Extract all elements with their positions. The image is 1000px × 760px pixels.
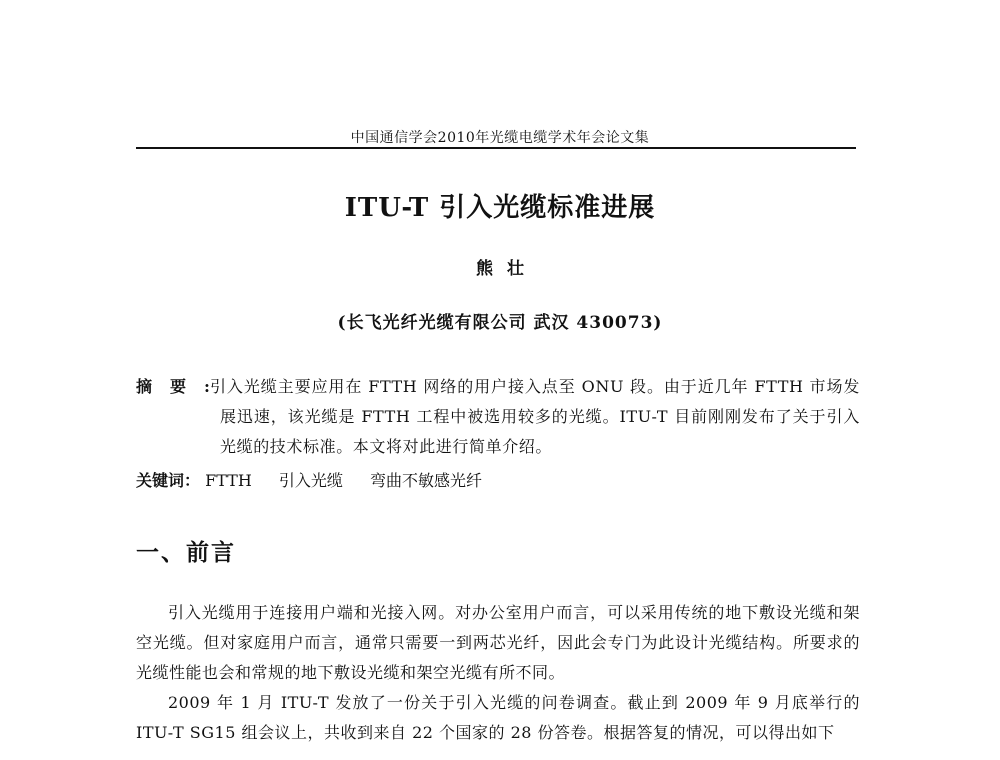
author: 熊壮 bbox=[476, 259, 538, 279]
section-heading: 一、前言 bbox=[136, 539, 236, 566]
keywords bbox=[136, 466, 860, 496]
paragraph: 2009 年 1 月 ITU-T 发放了一份关于引入光缆的问卷调查。截止到 2009 年 9 月底举行的 ITU-T SG15 组会议上，共收到来自 22 个国家的 28 份答卷。根据答复的情况，可以得出如下 bbox=[136, 693, 860, 742]
paper-title: ITU-T 引入光缆标准进展 bbox=[344, 193, 656, 223]
keyword: 弯曲不敏感光纤 bbox=[370, 471, 483, 490]
affiliation: (长飞光纤光缆有限公司 武汉 430073) bbox=[337, 313, 663, 333]
running-header: 中国通信学会2010年光缆电缆学术年会论文集 bbox=[350, 130, 650, 146]
keywords-label: 关键词： bbox=[136, 471, 201, 490]
keyword: 引入光缆 bbox=[278, 471, 343, 490]
section-body bbox=[136, 598, 860, 748]
abstract-label: 摘要: bbox=[136, 377, 228, 396]
keyword: FTTH bbox=[205, 471, 252, 490]
header-rule bbox=[136, 147, 856, 149]
abstract bbox=[136, 372, 860, 462]
paragraph: 引入光缆用于连接用户端和光接入网。对办公室用户而言，可以采用传统的地下敷设光缆和架空光缆。但对家庭用户而言，通常只需要一到两芯光纤，因此会专门为此设计光缆结构。所要求的光缆性能也会和常规的地下敷设光缆和架空光缆有所不同。 bbox=[136, 603, 860, 682]
abstract-text: 引入光缆主要应用在 FTTH 网络的用户接入点至 ONU 段。由于近几年 FTTH 市场发展迅速，该光缆是 FTTH 工程中被选用较多的光缆。ITU-T 目前刚刚发布了关于引入光缆的技术标准。本文将对此进行简单介绍。 bbox=[210, 377, 860, 456]
